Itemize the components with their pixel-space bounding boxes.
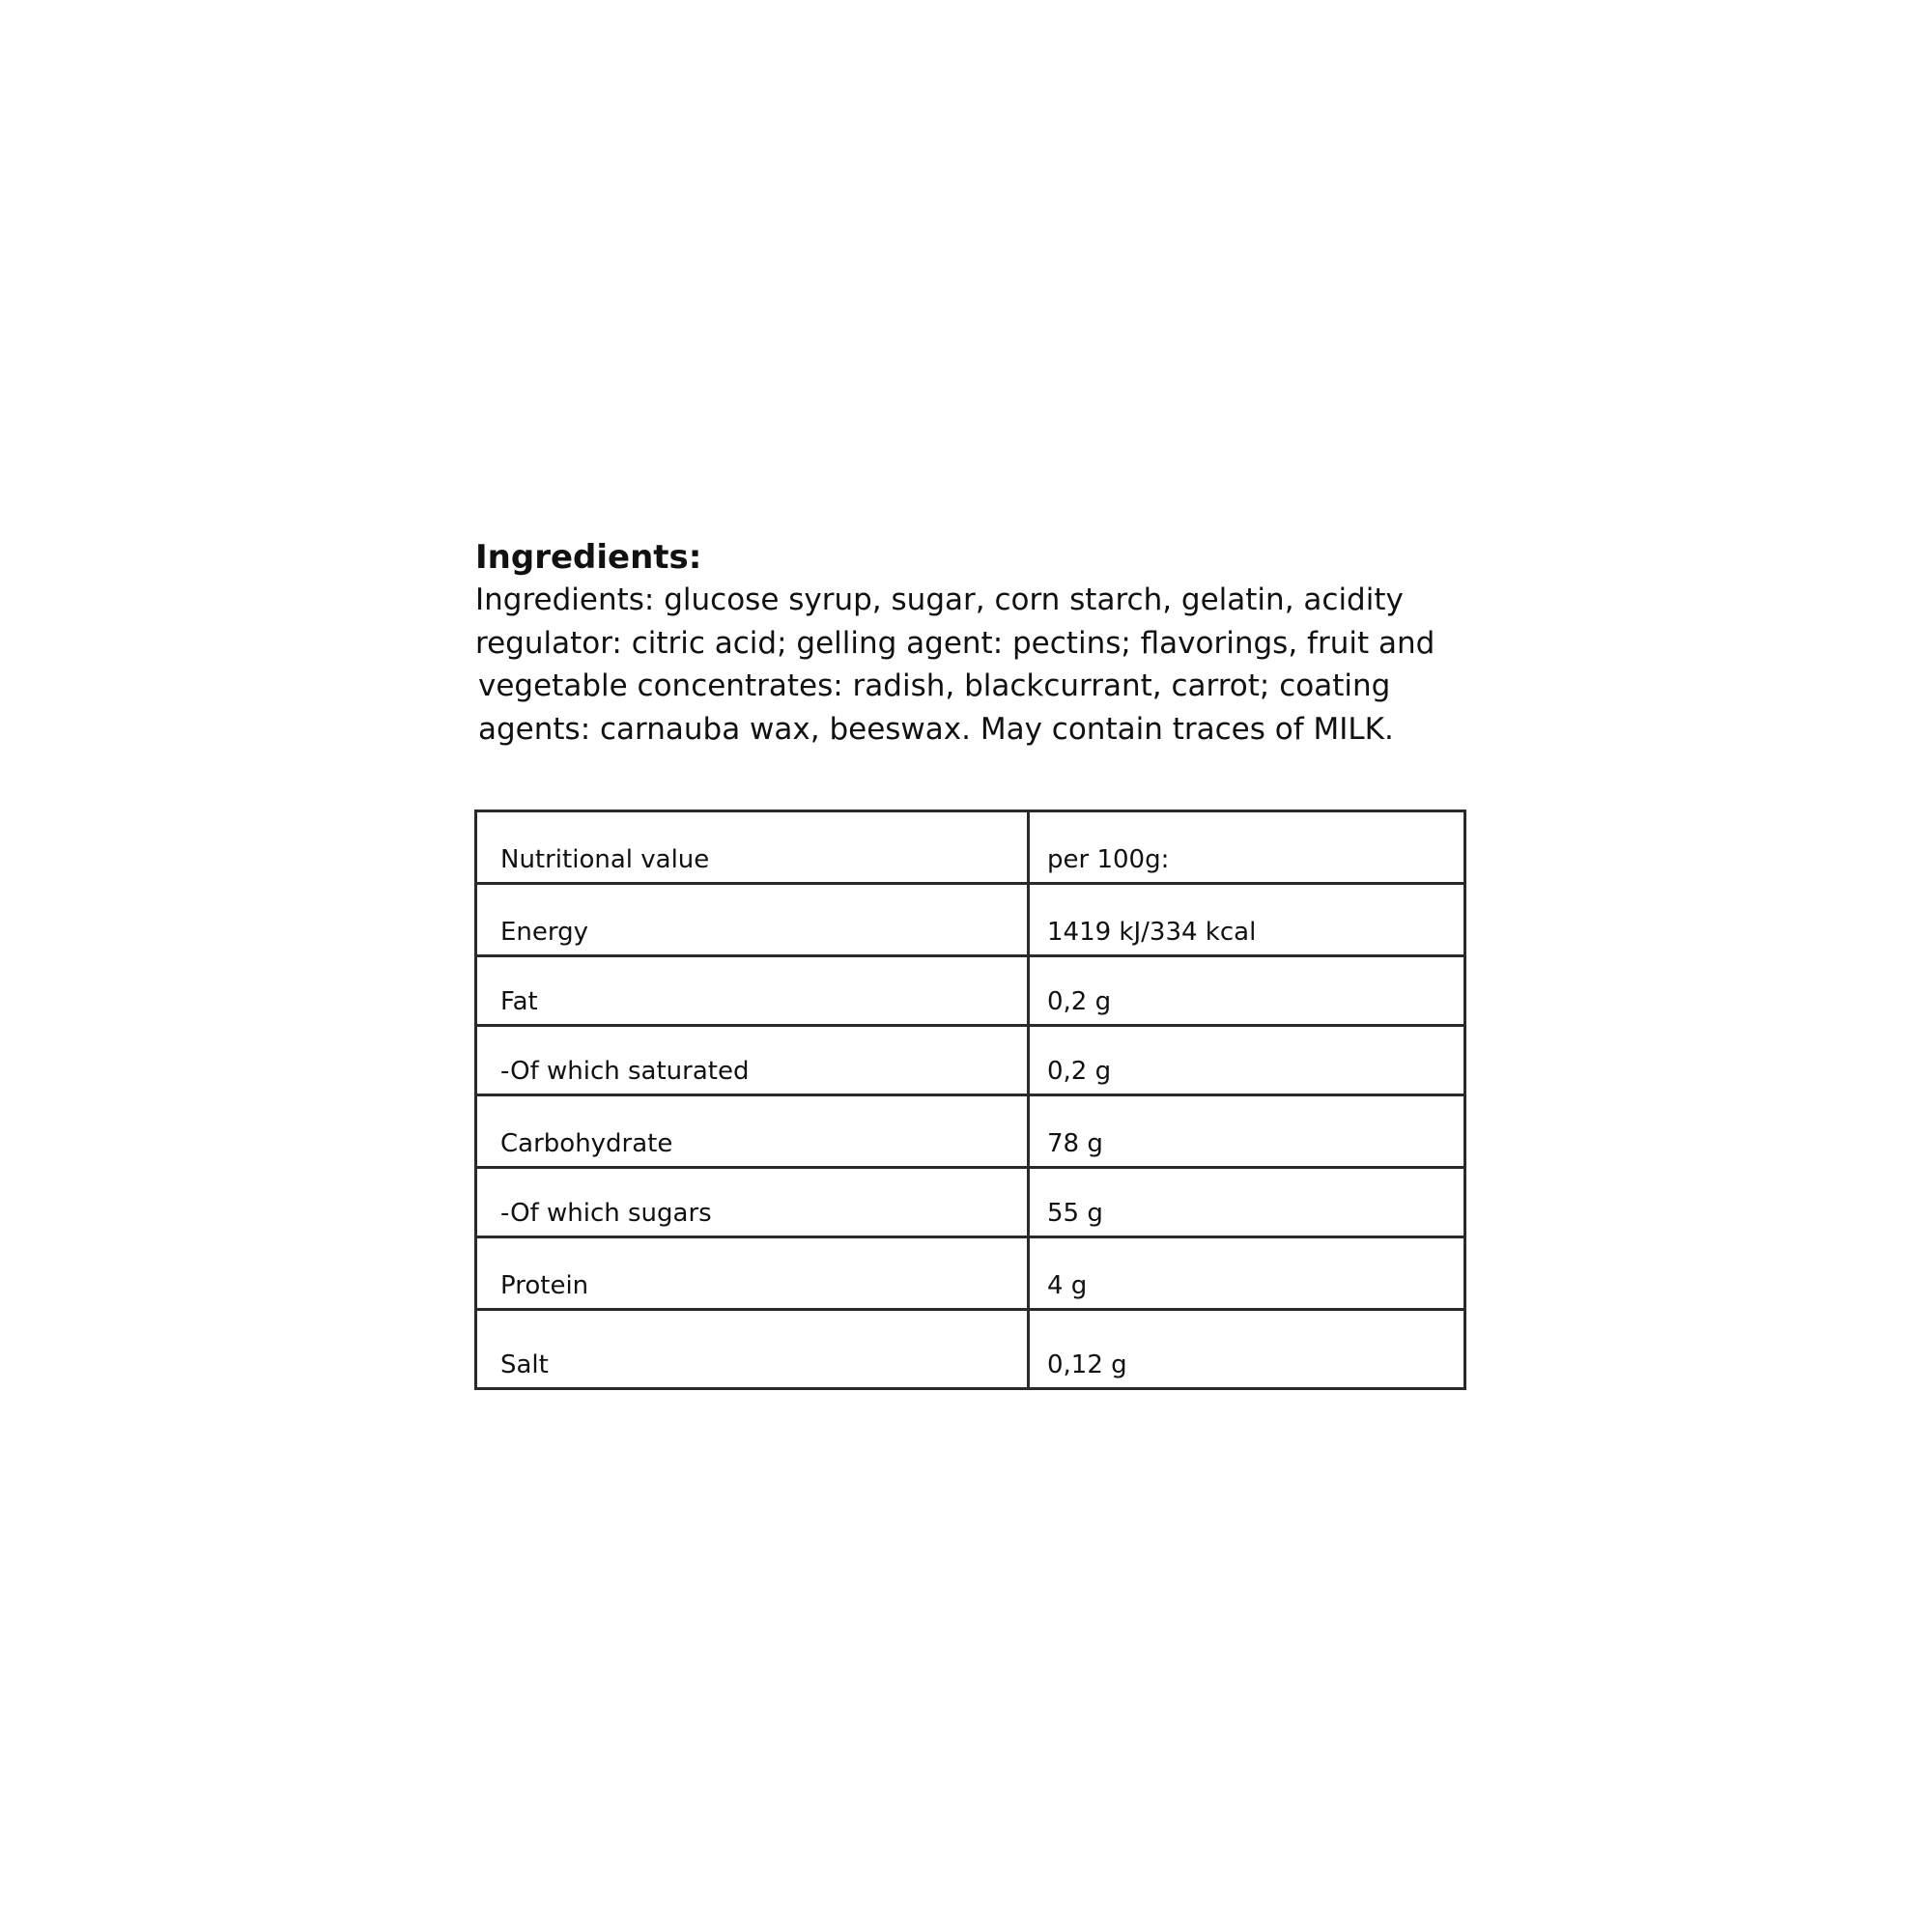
table-row	[476, 956, 1465, 1026]
nutrition-table	[474, 810, 1466, 1390]
table-header-row	[476, 811, 1465, 884]
nutrient-label: Salt	[476, 1310, 1029, 1389]
header-label-cell: Nutritional value	[476, 811, 1029, 884]
nutrient-label: Carbohydrate	[476, 1095, 1029, 1168]
nutrient-value: 0,2 g	[1029, 1026, 1465, 1095]
ingredients-line: vegetable concentrates: radish, blackcurrant, carrot; coating	[478, 668, 1391, 703]
nutrient-label: Protein	[476, 1237, 1029, 1310]
header-value-cell: per 100g:	[1029, 811, 1465, 884]
ingredients-line: regulator: citric acid; gelling agent: pectins; flavorings, fruit and	[475, 625, 1435, 661]
ingredients-line: agents: carnauba wax, beeswax. May contain traces of MILK.	[478, 711, 1394, 747]
table-row	[476, 1095, 1465, 1168]
nutrient-value: 78 g	[1029, 1095, 1465, 1168]
table-row	[476, 1168, 1465, 1237]
nutrient-value: 1419 kJ/334 kcal	[1029, 884, 1465, 956]
table-row	[476, 1310, 1465, 1389]
nutrient-value: 0,12 g	[1029, 1310, 1465, 1389]
ingredients-heading: Ingredients:	[475, 538, 702, 577]
table-row	[476, 884, 1465, 956]
nutrient-label: -Of which sugars	[476, 1168, 1029, 1237]
nutrient-value: 0,2 g	[1029, 956, 1465, 1026]
nutrient-label: Fat	[476, 956, 1029, 1026]
nutrient-value: 4 g	[1029, 1237, 1465, 1310]
nutrient-label: -Of which saturated	[476, 1026, 1029, 1095]
ingredients-line: Ingredients: glucose syrup, sugar, corn starch, gelatin, acidity	[475, 582, 1404, 617]
ingredients-section	[475, 536, 1441, 751]
table-row	[476, 1237, 1465, 1310]
nutrient-value: 55 g	[1029, 1168, 1465, 1237]
nutrient-label: Energy	[476, 884, 1029, 956]
table-row	[476, 1026, 1465, 1095]
ingredients-text	[475, 579, 1441, 751]
